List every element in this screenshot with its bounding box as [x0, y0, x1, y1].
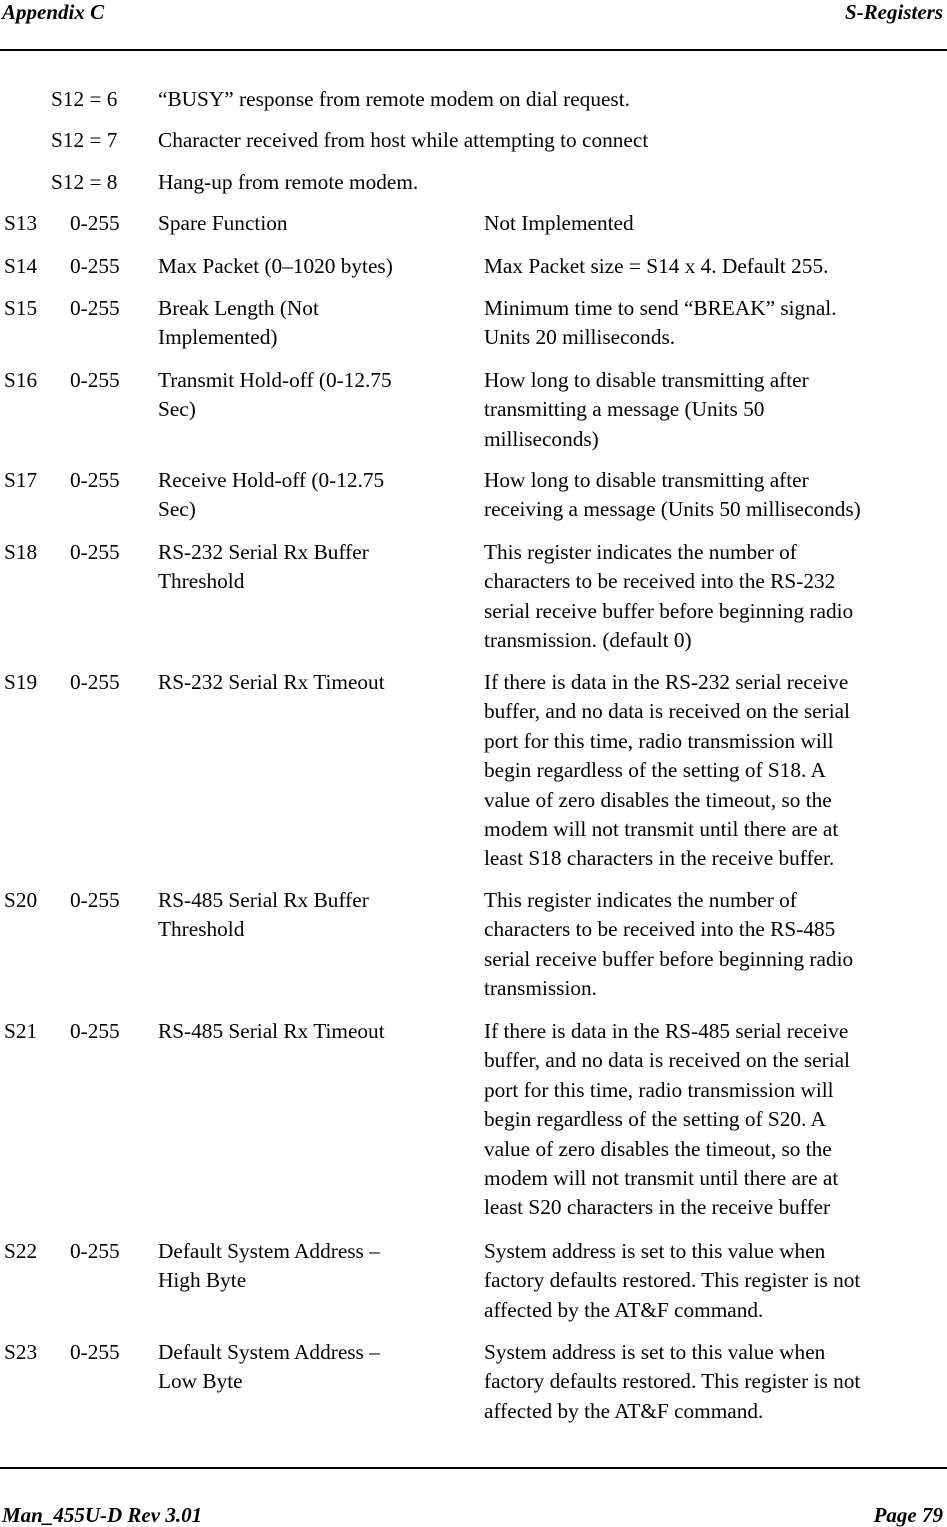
register-range: 0-255 — [70, 211, 120, 235]
register-range: 0-255 — [70, 540, 120, 564]
register-name-line: Receive Hold-off (0-12.75 — [158, 468, 385, 492]
register-name-line: Max Packet (0–1020 bytes) — [158, 254, 393, 278]
register-description — [484, 294, 944, 353]
register-id: S19 — [4, 670, 38, 694]
register-description-line: System address is set to this value when — [484, 1340, 826, 1364]
register-name-line: RS-232 Serial Rx Buffer — [158, 540, 369, 564]
register-description-line: buffer, and no data is received on the serial — [484, 1048, 850, 1073]
register-range: 0-255 — [70, 254, 120, 278]
register-name-line: RS-232 Serial Rx Timeout — [158, 670, 385, 694]
register-description-line: milliseconds) — [484, 426, 599, 451]
register-description-line: value of zero disables the timeout, so the — [484, 787, 832, 812]
header-section: S-Registers — [844, 0, 943, 24]
footer-manual-id: Man_455U-D Rev 3.01 — [2, 1503, 203, 1527]
register-name — [158, 668, 458, 697]
register-name-line: Spare Function — [158, 211, 288, 235]
register-name-line: Sec) — [158, 397, 196, 422]
register-name — [158, 1237, 458, 1296]
register-range: 0-255 — [70, 1239, 120, 1263]
register-description — [484, 886, 944, 1004]
register-description-line: begin regardless of the setting of S20. A — [484, 1107, 826, 1132]
register-description-line: If there is data in the RS-232 serial receive — [484, 670, 849, 694]
register-name — [158, 466, 458, 525]
register-description-line: characters to be received into the RS-485 — [484, 917, 836, 942]
footer-rule — [0, 1467, 947, 1469]
register-description-line: modem will not transmit until there are at — [484, 1166, 839, 1191]
register-description-line: Units 20 milliseconds. — [484, 325, 676, 350]
header-chapter: Appendix C — [2, 0, 105, 24]
register-name-line: Default System Address – — [158, 1340, 380, 1364]
register-description-line: port for this time, radio transmission will — [484, 1077, 834, 1102]
register-description-line: serial receive buffer before beginning radio — [484, 598, 854, 623]
register-description-line: characters to be received into the RS-232 — [484, 569, 836, 594]
register-description-line: This register indicates the number of — [484, 888, 797, 912]
register-name — [158, 1338, 458, 1397]
register-description-line: affected by the AT&F command. — [484, 1297, 764, 1322]
register-description-line: modem will not transmit until there are at — [484, 817, 839, 842]
register-description-line: System address is set to this value when — [484, 1239, 826, 1263]
register-id: S15 — [4, 296, 38, 320]
register-name-line: RS-485 Serial Rx Timeout — [158, 1019, 385, 1043]
register-name — [158, 1017, 458, 1046]
register-name-line: Sec) — [158, 497, 196, 522]
register-description-line: transmission. — [484, 976, 597, 1001]
register-range: 0-255 — [70, 1340, 120, 1364]
register-description-line: If there is data in the RS-485 serial receive — [484, 1019, 849, 1043]
register-name-line: Threshold — [158, 917, 245, 942]
register-description-line: affected by the AT&F command. — [484, 1398, 764, 1423]
continuation-code: S12 = 7 — [51, 128, 118, 152]
register-id: S17 — [4, 468, 38, 492]
register-description — [484, 668, 944, 874]
register-description-line: How long to disable transmitting after — [484, 468, 809, 492]
continuation-text: Character received from host while attempting to connect — [158, 128, 649, 152]
register-range: 0-255 — [70, 368, 120, 392]
register-name-line: Threshold — [158, 569, 245, 594]
register-id: S18 — [4, 540, 38, 564]
footer-page-number: Page 79 — [873, 1503, 943, 1527]
register-name-line: Break Length (Not — [158, 296, 319, 320]
register-name — [158, 294, 458, 353]
register-description-line: transmission. (default 0) — [484, 628, 692, 653]
register-id: S13 — [4, 211, 38, 235]
register-name-line: RS-485 Serial Rx Buffer — [158, 888, 369, 912]
register-name-line: Implemented) — [158, 325, 278, 350]
register-range: 0-255 — [70, 670, 120, 694]
register-description-line: begin regardless of the setting of S18. A — [484, 758, 826, 783]
register-id: S21 — [4, 1019, 38, 1043]
register-name-line: High Byte — [158, 1268, 247, 1293]
register-name-line: Default System Address – — [158, 1239, 380, 1263]
register-name — [158, 886, 458, 945]
continuation-code: S12 = 8 — [51, 170, 118, 194]
continuation-text: “BUSY” response from remote modem on dial request. — [158, 87, 630, 111]
register-id: S14 — [4, 254, 38, 278]
register-description-line: port for this time, radio transmission will — [484, 728, 834, 753]
register-range: 0-255 — [70, 296, 120, 320]
register-description — [484, 209, 944, 238]
register-description-line: factory defaults restored. This register is not — [484, 1369, 861, 1394]
continuation-text: Hang-up from remote modem. — [158, 170, 419, 194]
register-description-line: Minimum time to send “BREAK” signal. — [484, 296, 837, 320]
register-name — [158, 209, 458, 238]
register-description-line: receiving a message (Units 50 milliseconds) — [484, 497, 861, 522]
register-id: S20 — [4, 888, 38, 912]
register-description — [484, 1017, 944, 1223]
register-id: S16 — [4, 368, 38, 392]
register-description-line: serial receive buffer before beginning radio — [484, 946, 854, 971]
register-name-line: Low Byte — [158, 1369, 243, 1394]
register-range: 0-255 — [70, 1019, 120, 1043]
register-description-line: least S20 characters in the receive buffer — [484, 1195, 831, 1220]
header-rule — [0, 49, 947, 51]
register-description-line: value of zero disables the timeout, so the — [484, 1136, 832, 1161]
register-id: S23 — [4, 1340, 38, 1364]
register-name — [158, 366, 458, 425]
register-description-line: Not Implemented — [484, 211, 634, 235]
register-description — [484, 466, 944, 525]
register-description — [484, 1338, 944, 1426]
register-description — [484, 538, 944, 656]
register-description-line: How long to disable transmitting after — [484, 368, 809, 392]
register-range: 0-255 — [70, 888, 120, 912]
register-description-line: factory defaults restored. This register is not — [484, 1268, 861, 1293]
register-description-line: Max Packet size = S14 x 4. Default 255. — [484, 254, 829, 278]
register-name — [158, 538, 458, 597]
register-description-line: buffer, and no data is received on the serial — [484, 699, 850, 724]
register-name — [158, 252, 458, 281]
register-range: 0-255 — [70, 468, 120, 492]
register-description — [484, 366, 944, 454]
register-description — [484, 1237, 944, 1325]
register-description-line: least S18 characters in the receive buffer. — [484, 846, 835, 871]
register-id: S22 — [4, 1239, 38, 1263]
register-description — [484, 252, 944, 281]
register-name-line: Transmit Hold-off (0-12.75 — [158, 368, 392, 392]
register-description-line: This register indicates the number of — [484, 540, 797, 564]
continuation-code: S12 = 6 — [51, 87, 118, 111]
register-description-line: transmitting a message (Units 50 — [484, 397, 765, 422]
